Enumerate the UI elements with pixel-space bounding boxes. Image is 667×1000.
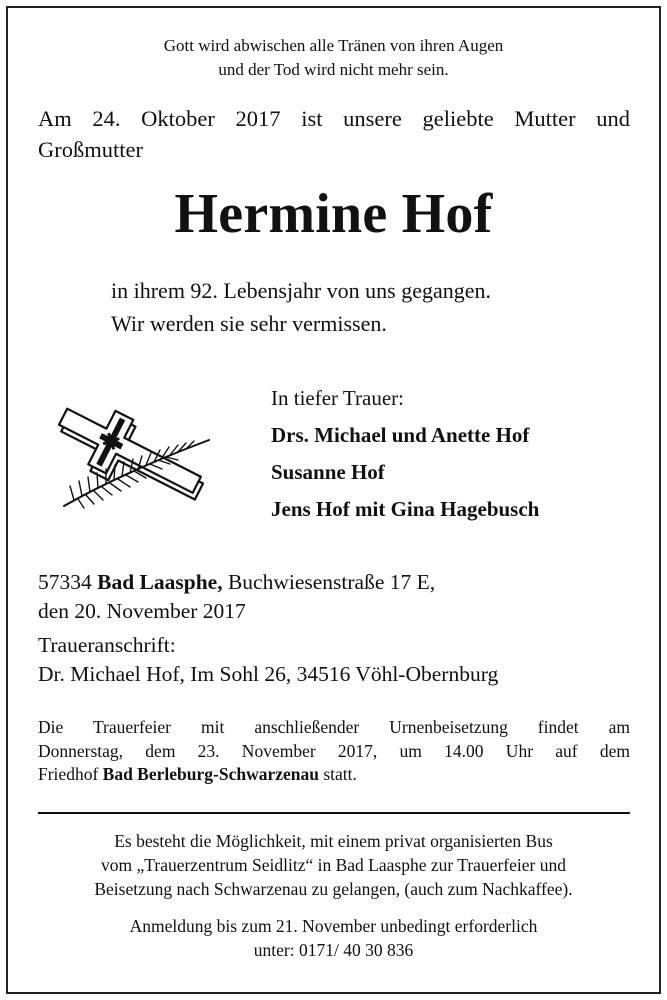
bus-line-1: Es besteht die Möglichkeit, mit einem privat organisierten Bus	[114, 831, 553, 851]
mourning-address-text: Dr. Michael Hof, Im Sohl 26, 34516 Vöhl-Obernburg	[38, 662, 499, 686]
cross-with-palm-icon	[34, 402, 224, 512]
funeral-line-3-pre: Friedhof	[38, 764, 99, 784]
registration-line-1: Anmeldung bis zum 21. November unbedingt erforderlich	[129, 916, 538, 936]
bible-verse	[0, 34, 667, 82]
mourner-name: Jens Hof mit Gina Hagebusch	[271, 497, 540, 521]
mourners-block	[271, 380, 539, 528]
age-line-2: Wir werden sie sehr vermissen.	[111, 311, 387, 336]
street: Buchwiesenstraße 17 E,	[227, 570, 436, 594]
funeral-line-3-post: statt.	[323, 764, 357, 784]
age-line-1: in ihrem 92. Lebensjahr von uns gegangen.	[111, 278, 492, 303]
divider	[38, 812, 630, 814]
registration-line-2: unter: 0171/ 40 30 836	[253, 940, 414, 960]
registration-info	[0, 914, 667, 962]
mourning-address-label: Traueranschrift:	[38, 633, 176, 657]
funeral-line-1: Die Trauerfeier mit anschließender Urnenbeisetzung findet am	[38, 717, 630, 737]
city: Bad Laasphe,	[97, 570, 223, 594]
place-line	[38, 568, 435, 597]
place-and-date	[38, 568, 435, 626]
age-text	[111, 274, 491, 340]
postcode: 57334	[38, 570, 92, 594]
verse-line-1: Gott wird abwischen alle Tränen von ihren Augen	[163, 36, 504, 55]
mourning-address	[38, 631, 498, 689]
intro-line-1: Am 24. Oktober 2017 ist unsere geliebte Mutter und	[38, 106, 630, 131]
funeral-line-2: Donnerstag, dem 23. November 2017, um 14.00 Uhr auf dem	[38, 740, 630, 761]
mourner-name: Drs. Michael und Anette Hof	[271, 423, 530, 447]
deceased-name: Hermine Hof	[174, 183, 493, 245]
bus-line-2: vom „Trauerzentrum Seidlitz“ in Bad Laasphe zur Trauerfeier und	[101, 855, 566, 875]
bus-line-3: Beisetzung nach Schwarzenau zu gelangen, (auch zum Nachkaffee).	[94, 879, 573, 899]
date-line: den 20. November 2017	[38, 599, 246, 623]
funeral-info	[38, 716, 630, 787]
mourner-name: Susanne Hof	[271, 460, 385, 484]
bus-info	[0, 829, 667, 901]
verse-line-2: und der Tod wird nicht mehr sein.	[218, 60, 449, 79]
intro-line-2: Großmutter	[38, 137, 143, 162]
cemetery-name: Bad Berleburg-Schwarzenau	[102, 764, 319, 784]
mourners-heading: In tiefer Trauer:	[271, 386, 404, 410]
funeral-line-3	[38, 764, 357, 784]
intro-text	[38, 103, 630, 165]
